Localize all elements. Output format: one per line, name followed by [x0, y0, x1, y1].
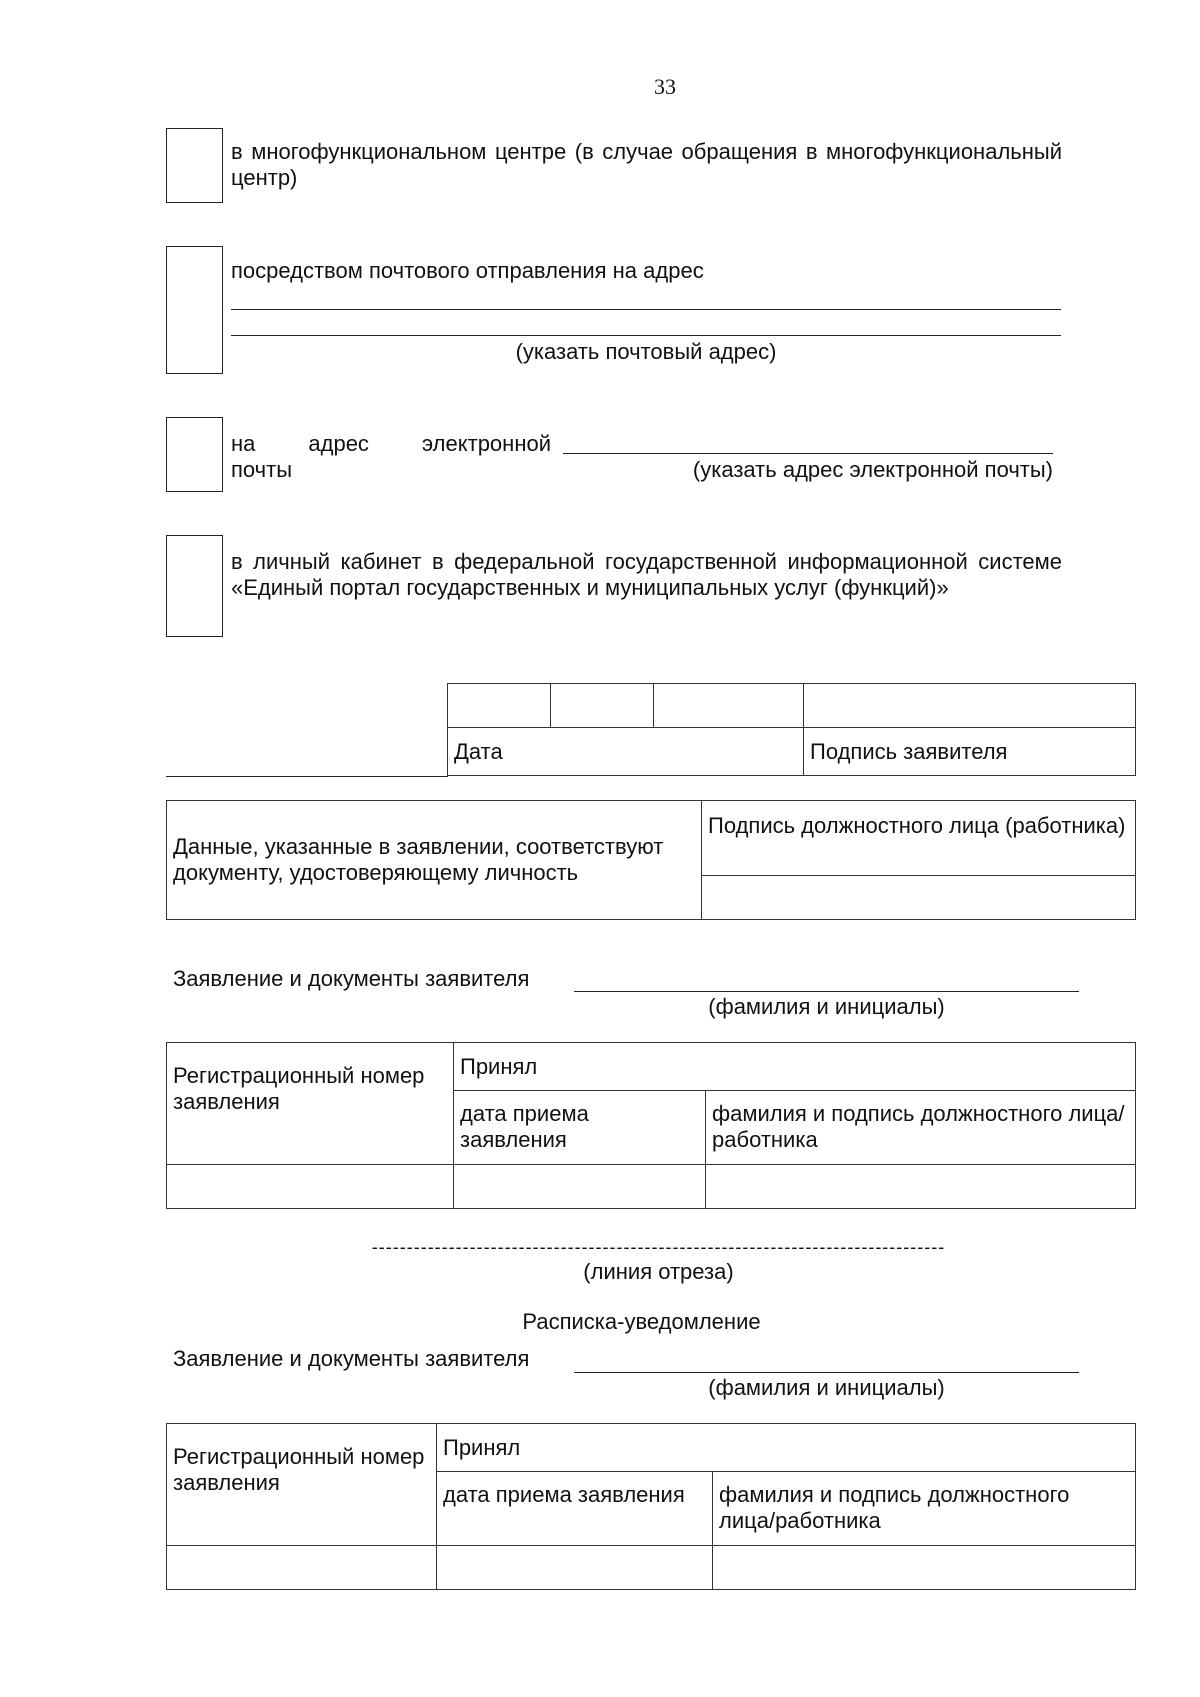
receipt-date-received-header: дата приема заявления: [437, 1472, 713, 1546]
signature-baseline: [166, 776, 448, 777]
receipt-accepted-header: Принял: [437, 1424, 1136, 1472]
date-received-cell[interactable]: [454, 1165, 706, 1209]
receipt-date-received-cell[interactable]: [437, 1546, 713, 1590]
signature-cell[interactable]: [804, 684, 1136, 728]
receipt-name-caption: (фамилия и инициалы): [708, 1375, 945, 1400]
post-checkbox[interactable]: [166, 246, 223, 374]
signature-label: Подпись заявителя: [804, 728, 1136, 776]
reg-number-cell[interactable]: [167, 1165, 454, 1209]
email-checkbox[interactable]: [166, 417, 223, 492]
email-address-line[interactable]: [563, 453, 1053, 454]
cut-line-label: (линия отреза): [583, 1259, 734, 1284]
registration-table: [166, 1042, 1136, 1209]
officer-cell[interactable]: [706, 1165, 1136, 1209]
date-label: Дата: [448, 728, 804, 776]
receipt-officer-header: фамилия и подпись должностного лица/работника: [713, 1472, 1136, 1546]
applicant-name-line[interactable]: [574, 991, 1079, 992]
date-received-header: дата приема заявления: [454, 1091, 706, 1165]
receipt-name-line[interactable]: [574, 1372, 1079, 1373]
official-signature-cell[interactable]: [702, 876, 1136, 920]
date-signature-table: [447, 683, 1136, 776]
date-year-cell[interactable]: [654, 684, 804, 728]
identity-verification-text: Данные, указанные в заявлении, соответствуют документу, удостоверяющему личность: [167, 801, 702, 920]
accepted-header: Принял: [454, 1043, 1136, 1091]
receipt-reg-number-header: Регистрационный номер заявления: [167, 1424, 437, 1546]
reg-number-header: Регистрационный номер заявления: [167, 1043, 454, 1165]
email-address-caption: (указать адрес электронной почты): [692, 457, 1053, 482]
applicant-name-caption: (фамилия и инициалы): [708, 994, 945, 1019]
date-day-cell[interactable]: [448, 684, 551, 728]
email-option-label: на адрес электронной: [231, 431, 551, 456]
receipt-registration-table: [166, 1423, 1136, 1590]
post-address-line-2[interactable]: [231, 335, 1061, 336]
page-number: 33: [654, 74, 676, 99]
cut-line: ----------------------------------------------------------------------------------: [371, 1237, 946, 1257]
post-address-line-1[interactable]: [231, 309, 1061, 310]
applicant-statement-label: Заявление и документы заявителя: [173, 966, 530, 991]
date-month-cell[interactable]: [551, 684, 654, 728]
portal-option-label: в личный кабинет в федеральной государственной информационной системе «Единый портал государственных и муниципальных услуг (функций)»: [231, 549, 1062, 600]
email-option-label-cont: почты: [231, 457, 293, 482]
mfc-checkbox[interactable]: [166, 128, 223, 203]
receipt-statement-label: Заявление и документы заявителя: [173, 1346, 530, 1371]
receipt-title: Расписка-уведомление: [522, 1309, 761, 1334]
post-option-label: посредством почтового отправления на адрес: [231, 258, 704, 283]
portal-checkbox[interactable]: [166, 535, 223, 637]
officer-header: фамилия и подпись должностного лица/работника: [706, 1091, 1136, 1165]
receipt-officer-cell[interactable]: [713, 1546, 1136, 1590]
post-address-caption: (указать почтовый адрес): [515, 339, 777, 364]
identity-verification-table: [166, 800, 1136, 920]
mfc-option-label: в многофункциональном центре (в случае обращения в многофункциональный центр): [231, 139, 1062, 190]
official-signature-header: Подпись должностного лица (работника): [702, 801, 1136, 876]
receipt-reg-number-cell[interactable]: [167, 1546, 437, 1590]
